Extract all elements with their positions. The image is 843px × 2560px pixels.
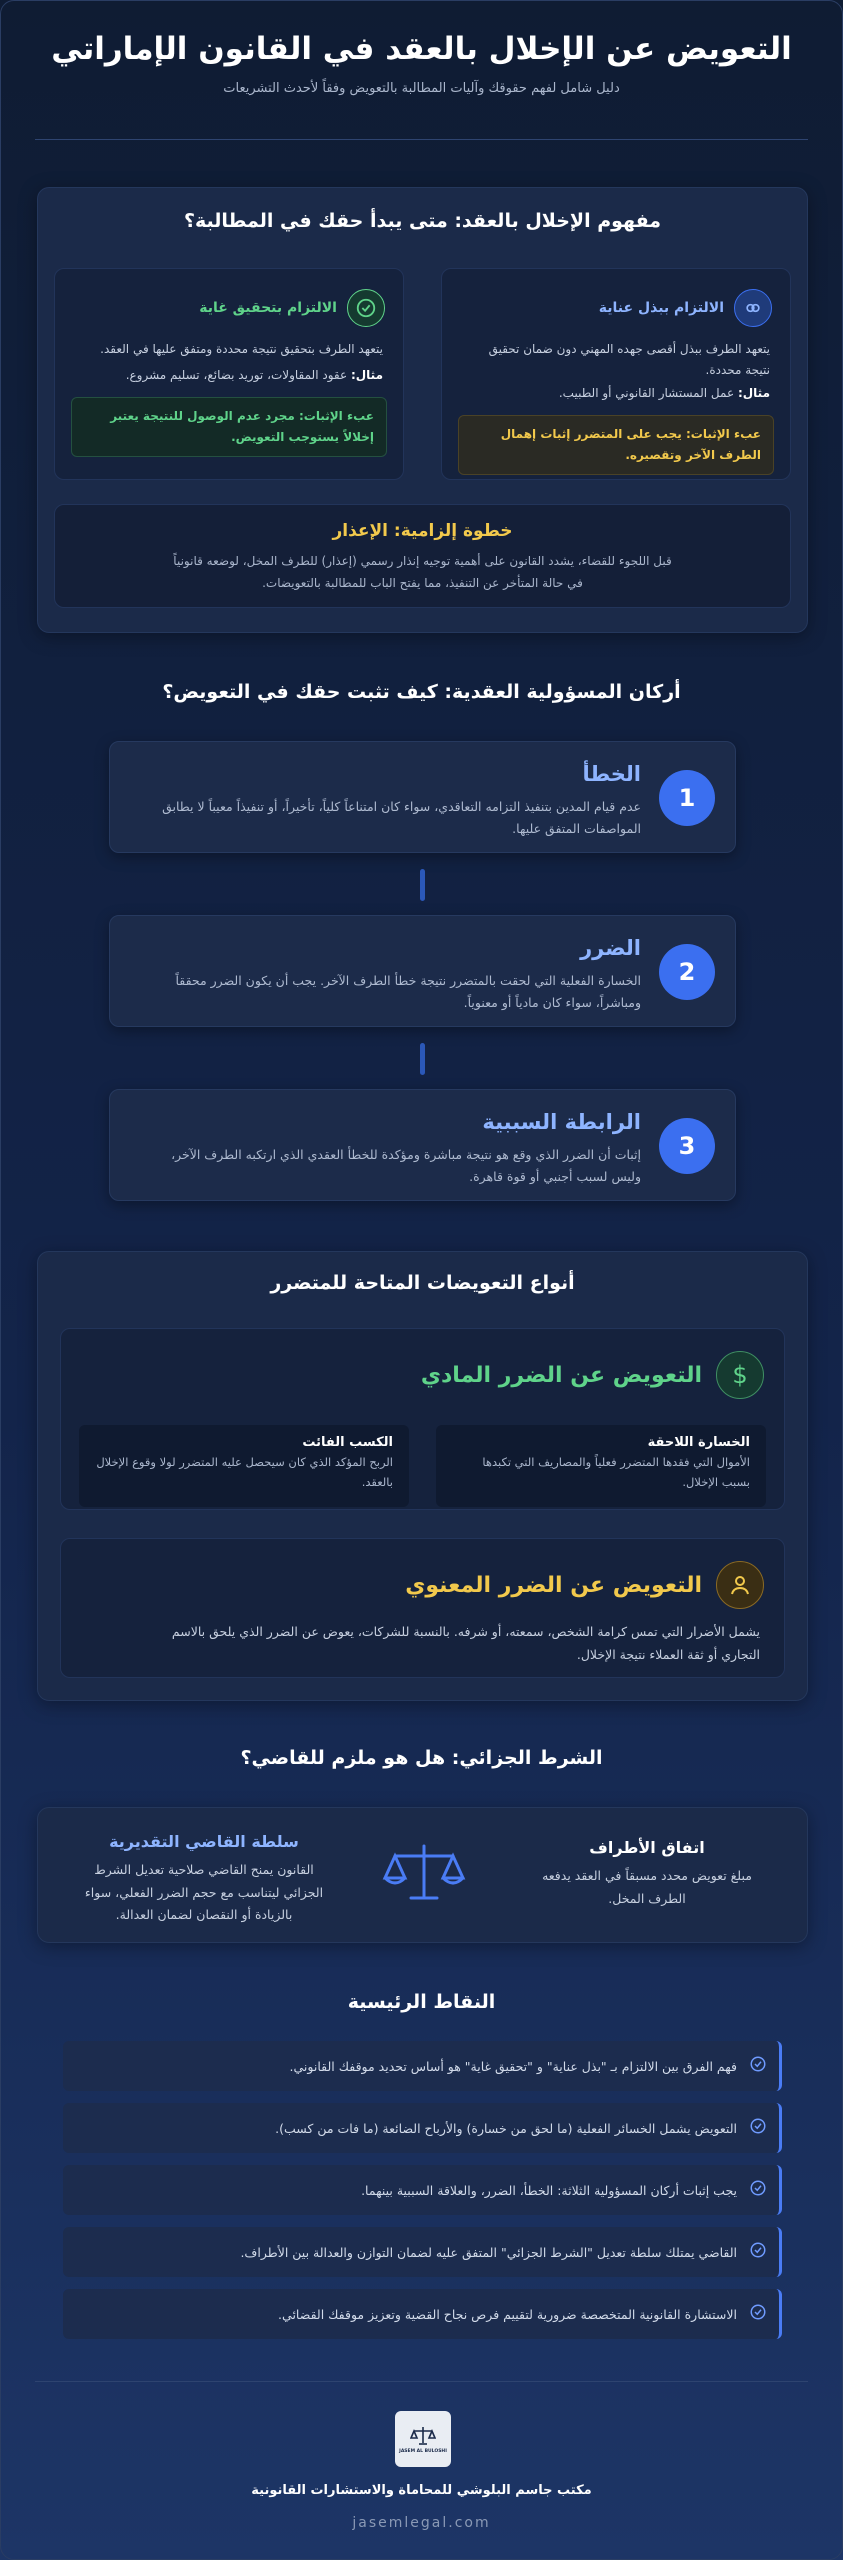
key-point-item	[63, 2103, 782, 2153]
key-point-item	[63, 2165, 782, 2215]
check-circle-icon	[749, 2179, 767, 2201]
result-obligation-card	[54, 268, 404, 480]
pillar-title: الرابطة السببية	[482, 1110, 641, 1134]
scales-icon	[381, 1838, 467, 1908]
pillar-title: الضرر	[580, 936, 641, 960]
penalty-title: الشرط الجزائي: هل هو ملزم للقاضي؟	[240, 1747, 603, 1769]
header	[1, 1, 842, 96]
website-link[interactable]: jasemlegal.com	[352, 2515, 491, 2531]
parties-title: اتفاق الأطراف	[589, 1838, 705, 1857]
care-obligation-card	[441, 268, 791, 480]
penalty-card	[37, 1807, 808, 1943]
notice-text: قبل اللجوء للقضاء، يشدد القانون على أهمية توجيه إنذار رسمي (إعذار) للطرف المخل، لوضعه قانونياً في حالة المتأخر عن التنفيذ، مما يفتح الباب للمطالبة بالتعويضات.	[173, 554, 672, 590]
step-number: 3	[659, 1118, 715, 1174]
pillar-card	[109, 915, 736, 1027]
result-burden: عبء الإثبات: مجرد عدم الوصول للنتيجة يعتبر إخلالاً يستوجب التعويض.	[71, 397, 387, 457]
moral-title: التعويض عن الضرر المعنوي	[405, 1572, 702, 1598]
judge-title: سلطة القاضي التقديرية	[109, 1832, 299, 1851]
key-point-text: يجب إثبات أركان المسؤولية الثلاثة: الخطأ، الضرر، والعلاقة السببية بينهما.	[361, 2182, 737, 2198]
notice-title: خطوة إلزامية: الإعذار	[332, 521, 513, 541]
key-point-item	[63, 2289, 782, 2339]
loss-title: الخسارة اللاحقة	[647, 1435, 750, 1450]
step-number: 2	[659, 944, 715, 1000]
link-icon	[734, 289, 772, 327]
page-subtitle: دليل شامل لفهم حقوقك وآليات المطالبة بالتعويض وفقاً لأحدث التشريعات	[223, 81, 620, 96]
logo-text: JASEM AL BULOSHI	[399, 2448, 447, 2454]
concept-section	[37, 187, 808, 633]
pillar-card	[109, 1089, 736, 1201]
step-number: 1	[659, 770, 715, 826]
care-burden: عبء الإثبات: يجب على المتضرر إثبات إهمال الطرف الآخر وتقصيره.	[458, 415, 774, 475]
connector	[420, 869, 425, 901]
check-circle-icon	[749, 2303, 767, 2325]
judge-text: القانون يمنح القاضي صلاحية تعديل الشرط الجزائي ليتناسب مع حجم الضرر الفعلي، سواء بالزيادة أو النقصان لضمان العدالة.	[84, 1862, 324, 1922]
care-example: مثال: عمل المستشار القانوني أو الطبيب.	[558, 386, 770, 400]
pillars-title: أركان المسؤولية العقدية: كيف تثبت حقك في التعويض؟	[162, 681, 681, 703]
check-circle-icon	[749, 2055, 767, 2077]
notice-box	[54, 504, 791, 608]
key-point-text: الاستشارة القانونية المتخصصة ضرورية لتقييم فرص نجاح القضية وتعزيز موقفك القضائي.	[278, 2306, 737, 2322]
pillar-title: الخطأ	[582, 762, 641, 786]
person-icon	[716, 1561, 764, 1609]
pillar-text: الخسارة الفعلية التي لحقت بالمتضرر نتيجة خطأ الطرف الآخر. يجب أن يكون الضرر محققاً ومباشراً، سواء كان مادياً أو معنوياً.	[175, 973, 641, 1010]
firm-logo	[395, 2411, 451, 2467]
result-title: الالتزام بتحقيق غاية	[199, 300, 337, 316]
divider	[35, 2381, 808, 2382]
pillar-text: عدم قيام المدين بتنفيذ التزامه التعاقدي، سواء كان امتناعاً كلياً، تأخيراً، أو تنفيذاً معيباً لا يطابق المواصفات المتفق عليها.	[162, 799, 641, 836]
page-title: التعويض عن الإخلال بالعقد في القانون الإماراتي	[51, 31, 792, 67]
connector	[420, 1043, 425, 1075]
key-point-text: فهم الفرق بين الالتزام بـ "بذل عناية" و "تحقيق غاية" هو أساس تحديد موقفك القانوني.	[289, 2058, 737, 2074]
divider	[35, 139, 808, 140]
compensation-section	[37, 1251, 808, 1701]
parties-agreement	[527, 1838, 767, 1910]
firm-name: مكتب جاسم البلوشي للمحاماة والاستشارات القانونية	[251, 2483, 592, 2498]
material-title: التعويض عن الضرر المادي	[420, 1362, 702, 1388]
moral-text: يشمل الأضرار التي تمس كرامة الشخص، سمعته، أو شرفه. بالنسبة للشركات، يعوض عن الضرر الذي يلحق بالاسم التجاري أو ثقة العملاء نتيجة الإخلال.	[171, 1624, 760, 1662]
check-circle-icon	[347, 289, 385, 327]
key-point-text: القاضي يمتلك سلطة تعديل "الشرط الجزائي" المتفق عليه لضمان التوازن والعدالة بين الأطراف.	[240, 2244, 737, 2260]
pillar-card	[109, 741, 736, 853]
dollar-icon: $	[716, 1351, 764, 1399]
check-circle-icon	[749, 2117, 767, 2139]
material-damage-card	[60, 1328, 785, 1510]
result-text: يتعهد الطرف بتحقيق نتيجة محددة ومتفق عليها في العقد.	[100, 342, 383, 356]
key-points-title: النقاط الرئيسية	[347, 1991, 496, 2013]
gain-text: الربح المؤكد الذي كان سيحصل عليه المتضرر لولا وقوع الإخلال بالعقد.	[96, 1455, 393, 1490]
actual-loss-box	[436, 1425, 766, 1507]
judge-authority	[74, 1832, 334, 1927]
section-title: أنواع التعويضات المتاحة للمتضرر	[270, 1272, 575, 1294]
loss-text: الأموال التي فقدها المتضرر فعلياً والمصاريف التي تكبدها بسبب الإخلال.	[482, 1455, 750, 1490]
check-circle-icon	[749, 2241, 767, 2263]
section-title: مفهوم الإخلال بالعقد: متى يبدأ حقك في المطالبة؟	[183, 210, 662, 232]
result-example: مثال: عقود المقاولات، توريد بضائع، تسليم مشروع.	[125, 368, 383, 382]
parties-text: مبلغ تعويض محدد مسبقاً في العقد يدفعه الطرف المخل.	[542, 1868, 752, 1906]
gain-title: الكسب الفائت	[302, 1435, 393, 1450]
pillar-text: إثبات أن الضرر الذي وقع هو نتيجة مباشرة ومؤكدة للخطأ العقدي الذي ارتكبه الطرف الآخر، وليس لسبب أجنبي أو قوة قاهرة.	[171, 1147, 641, 1184]
lost-profit-box	[79, 1425, 409, 1507]
key-point-item	[63, 2227, 782, 2277]
care-title: الالتزام ببذل عناية	[598, 300, 724, 316]
care-text: يتعهد الطرف ببذل أقصى جهده المهني دون ضمان تحقيق نتيجة محددة.	[488, 342, 770, 377]
key-point-text: التعويض يشمل الخسائر الفعلية (ما لحق من خسارة) والأرباح الضائعة (ما فات من كسب).	[275, 2120, 737, 2136]
moral-damage-card	[60, 1538, 785, 1678]
key-point-item	[63, 2041, 782, 2091]
